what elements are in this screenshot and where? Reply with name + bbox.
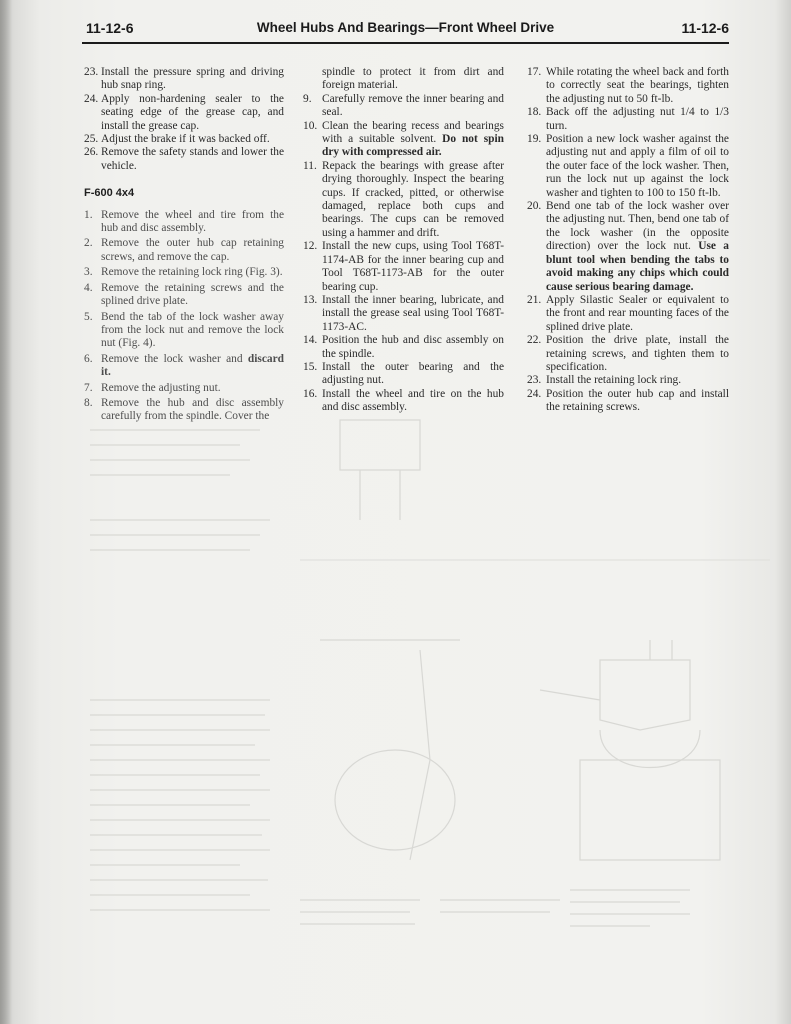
step-item: 2. Remove the outer hub cap retaining screws, and remove the cap.	[84, 237, 284, 263]
step-item: 23. Install the pressure spring and driving hub snap ring.	[84, 66, 284, 92]
warning-text: discard it.	[101, 352, 284, 379]
step-item: 7. Remove the adjusting nut.	[84, 381, 221, 394]
step-item: 4. Remove the retaining screws and the splined drive plate.	[84, 281, 284, 308]
step-item: 10. Clean the bearing recess and bearings with a suitable solvent. Do not spin dry with compressed air.	[303, 119, 504, 159]
step-item: 20. Bend one tab of the lock washer over the adjusting nut. Then, bend one tab of the lock washer (in the opposite direction) over the lock nut. Use a blunt tool when bending the tabs to avoid making any chips which could cause serious bearing damage.	[527, 200, 729, 293]
step-item: 21. Apply Silastic Sealer or equivalent to the front and rear mounting faces of the splined drive plate.	[527, 293, 729, 333]
step-item: 14. Position the hub and disc assembly on the spindle.	[303, 334, 504, 360]
step-item: 26. Remove the safety stands and lower the vehicle.	[84, 146, 284, 172]
step-item: 12. Install the new cups, using Tool T68T-1174-AB for the inner bearing cup and Tool T68T-1173-AB for the outer bearing cup.	[303, 240, 504, 293]
column-3	[527, 66, 729, 415]
step-item: 1. Remove the wheel and tire from the hub and disc assembly.	[84, 208, 284, 235]
continued-text: spindle to protect it from dirt and foreign material.	[322, 66, 504, 92]
page-title: Wheel Hubs And Bearings—Front Wheel Drive	[256, 20, 555, 35]
step-item: 24. Apply non-hardening sealer to the seating edge of the grease cap, and install the grease cap.	[84, 92, 284, 132]
step-item: 3. Remove the retaining lock ring (Fig. 3).	[84, 266, 283, 279]
step-item: 22. Position the drive plate, install the retaining screws, and tighten them to specification.	[527, 334, 729, 373]
step-item: 25. Adjust the brake if it was backed off.	[84, 133, 270, 146]
step-item: 19. Position a new lock washer against the adjusting nut and apply a film of oil to the outer face of the lock washer. Then, run the lock nut up against the lock washer and tighten to 100 to 150 ft-lb.	[527, 133, 729, 199]
step-item: 18. Back off the adjusting nut 1/4 to 1/3 turn.	[527, 106, 729, 132]
step-item: 23. Install the retaining lock ring.	[527, 374, 682, 387]
section-heading: F-600 4x4	[84, 187, 135, 200]
step-item: 24. Position the outer hub cap and install the retaining screws.	[527, 387, 729, 414]
step-item: 13. Install the inner bearing, lubricate, and install the grease seal using Tool T68T-1173-AC.	[303, 293, 504, 333]
page-header	[82, 16, 729, 44]
step-item: 11. Repack the bearings with grease after drying thoroughly. Inspect the bearing cups. If cracked, pitted, or otherwise damaged, replace both cups and bearings. The cups can be removed using a hammer and drift.	[303, 159, 504, 239]
step-item: 5. Bend the tab of the lock washer away from the lock nut and remove the lock nut (Fig. 4).	[84, 310, 284, 350]
step-item: 8. Remove the hub and disc assembly carefully from the spindle. Cover the	[84, 396, 284, 423]
warning-text: Use a blunt tool when bending the tabs to avoid making any chips which could cause serious bearing damage.	[546, 240, 729, 293]
column-2	[303, 66, 504, 415]
step-item: 9. Carefully remove the inner bearing and seal.	[303, 92, 504, 119]
step-item: 17. While rotating the wheel back and forth to correctly seat the bearings, tighten the adjusting nut to 50 ft-lb.	[527, 66, 729, 105]
column-1	[84, 66, 284, 426]
page-number-left: 11-12-6	[86, 20, 134, 36]
step-item: 16. Install the wheel and tire on the hub and disc assembly.	[303, 387, 504, 414]
step-item: 15. Install the outer bearing and the adjusting nut.	[303, 360, 504, 387]
page-number-right: 11-12-6	[681, 20, 729, 36]
warning-text: Do not spin dry with compressed air.	[322, 133, 504, 159]
step-item: 6. Remove the lock washer and discard it.	[84, 352, 284, 379]
